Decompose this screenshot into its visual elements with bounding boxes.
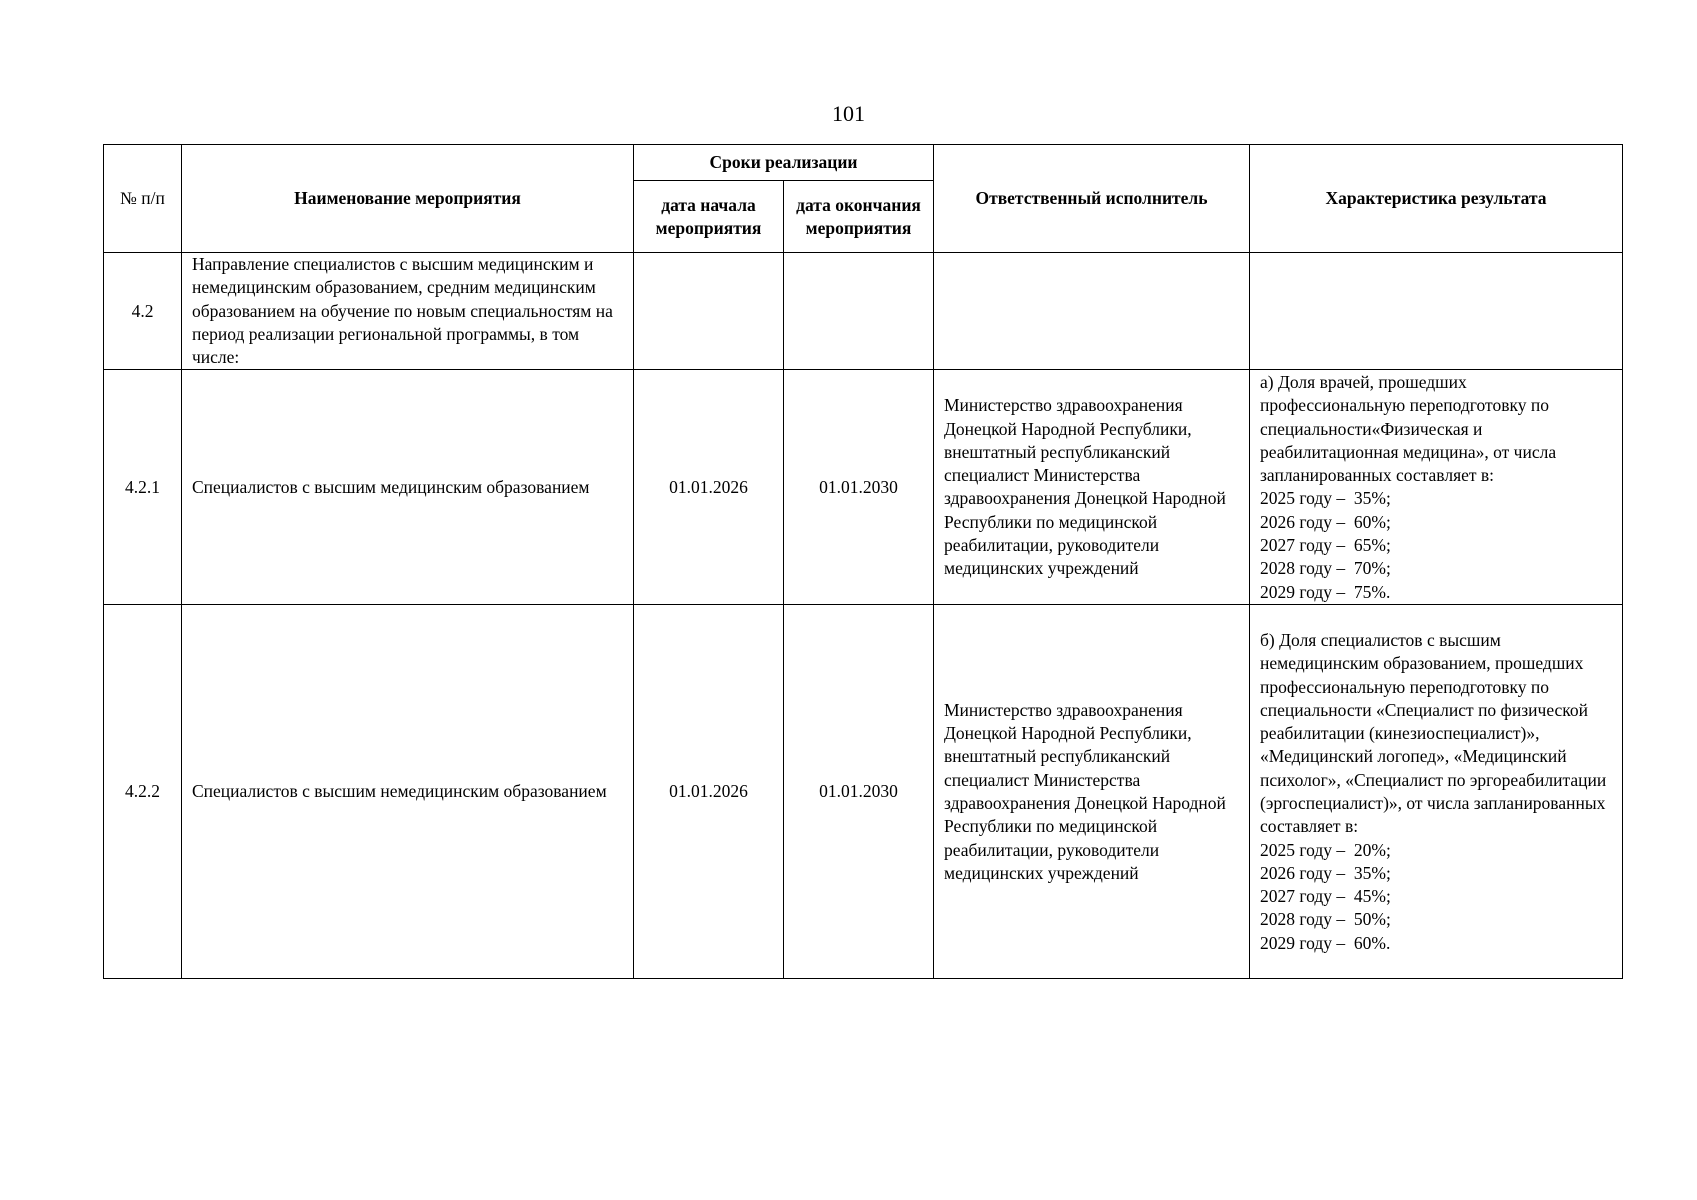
header-deadlines: Сроки реализации [634,145,934,181]
result-year-line: 2027 году – 65%; [1260,535,1391,556]
result-year-line: 2025 году – 35%; [1260,488,1391,509]
row-responsible [934,605,1250,979]
row-end-date [784,253,934,370]
result-description: б) Доля специалистов с высшим немедицинским образованием, прошедших профессиональную переподготовку по специальности «Специалист по физической реабилитации (кинезиоспециалист)», «Медицинский логопед», «Медицинский психолог», «Специалист по эргореабилитации (эргоспециалист)», от числа запланированных составляет в: [1260,629,1607,837]
row-start-date: 01.01.2026 [634,370,784,605]
header-end-date: дата окончания мероприятия [784,181,934,253]
header-name: Наименование мероприятия [182,145,634,253]
row-end-date: 01.01.2030 [784,605,934,979]
row-name: Специалистов с высшим медицинским образованием [182,370,634,605]
result-year-line: 2029 году – 75%. [1260,581,1391,602]
row-num: 4.2 [104,253,182,370]
table-row [104,370,1623,605]
row-name: Направление специалистов с высшим медицинским и немедицинским образованием, средним медицинским образованием на обучение по новым специальностям на период реализации региональной программы, в том числе: [182,253,634,370]
result-year-line: 2026 году – 60%; [1260,511,1391,532]
responsible-text: Министерство здравоохранения Донецкой Народной Республики, внештатный республиканский специалист Министерства здравоохранения Донецкой Народной Республики по медицинской реабилитации, руководители медицинских учреждений [944,699,1226,883]
table-row [104,253,1623,370]
result-year-line: 2027 году – 45%; [1260,886,1391,907]
row-name: Специалистов с высшим немедицинским образованием [182,605,634,979]
activities-table [103,144,1623,979]
result-description: а) Доля врачей, прошедших профессиональную переподготовку по специальности«Физическая и реабилитационная медицина», от числа запланированных составляет в: [1260,372,1557,486]
row-start-date: 01.01.2026 [634,605,784,979]
result-year-line: 2025 году – 20%; [1260,839,1391,860]
page-number: 101 [832,101,865,126]
row-result [1250,253,1623,370]
row-result [1250,370,1623,605]
row-num: 4.2.2 [104,605,182,979]
header-start-date: дата начала мероприятия [634,181,784,253]
row-num: 4.2.1 [104,370,182,605]
row-responsible [934,253,1250,370]
row-start-date [634,253,784,370]
result-year-line: 2026 году – 35%; [1260,862,1391,883]
row-end-date: 01.01.2030 [784,370,934,605]
header-num: № п/п [104,145,182,253]
result-year-line: 2029 году – 60%. [1260,932,1391,953]
header-result: Характеристика результата [1250,145,1623,253]
header-responsible: Ответственный исполнитель [934,145,1250,253]
result-year-line: 2028 году – 70%; [1260,558,1391,579]
result-year-line: 2028 году – 50%; [1260,909,1391,930]
row-result [1250,605,1623,979]
table-row [104,605,1623,979]
responsible-text: Министерство здравоохранения Донецкой Народной Республики, внештатный республиканский специалист Министерства здравоохранения Донецкой Народной Республики по медицинской реабилитации, руководители медицинских учреждений [944,395,1226,579]
row-responsible [934,370,1250,605]
